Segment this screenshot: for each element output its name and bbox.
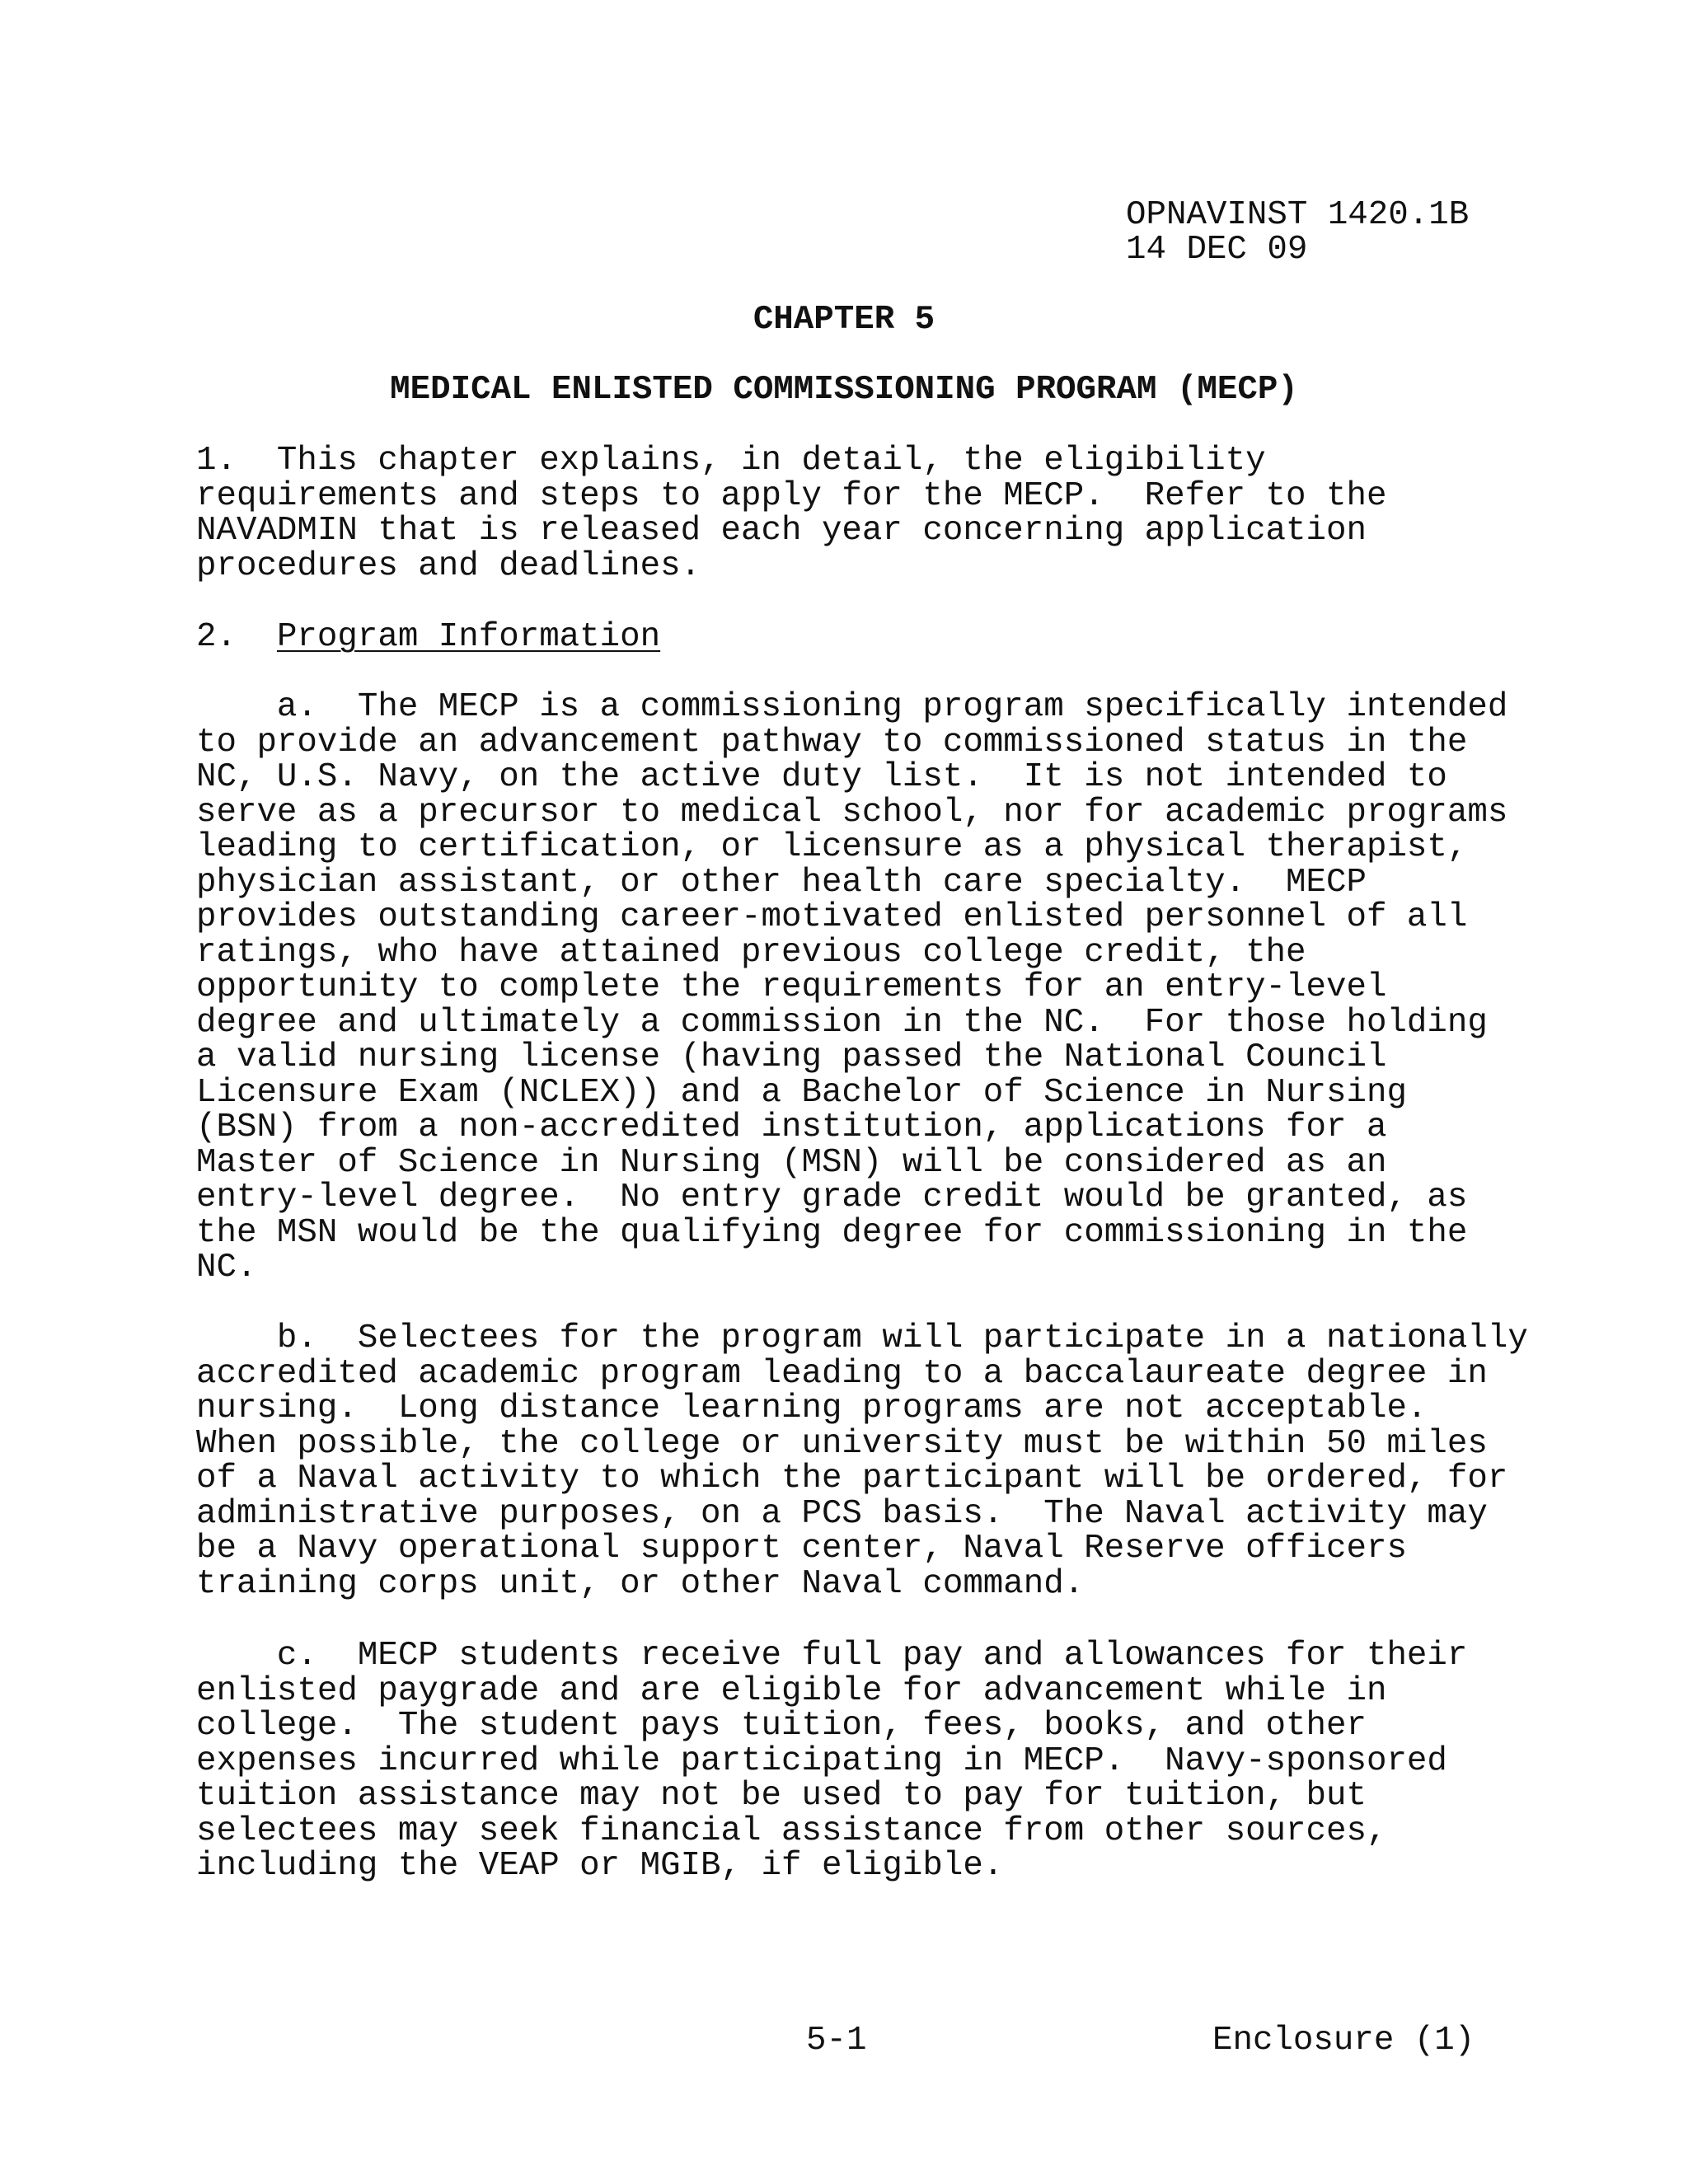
paragraph-1: 1. This chapter explains, in detail, the eligibility requirements and steps to apply for the MECP. Refer to the NAVADMIN that is released each year concerning application procedures and deadlines. (196, 442, 1387, 585)
paragraph-2-number: 2. (196, 618, 277, 656)
paragraph-2c: c. MECP students receive full pay and allowances for their enlisted paygrade and are eligible for advancement while in college. The student pays tuition, fees, books, and other expenses incurred while participating in MECP. Navy-sponsored tuition assistance may not be used to pay for tuition, but selectees may seek financial assistance from other sources, including the VEAP or MGIB, if eligible. (196, 1637, 1468, 1885)
paragraph-2a: a. The MECP is a commissioning program specifically intended to provide an advancement pathway to commissioned status in the NC, U.S. Navy, on the active duty list. It is not intended to serve as a precursor to medical school, nor for academic programs leading to certification, or licensure as a physical therapist, physician assistant, or other health care specialty. MECP provides outstanding career-motivated enlisted personnel of all ratings, who have attained previous college credit, the opportunity to complete the requirements for an entry-level degree and ultimately a commission in the NC. For those holding a valid nursing license (having passed the National Council Licensure Exam (NCLEX)) and a Bachelor of Science in Nursing (BSN) from a non-accredited institution, applications for a Master of Science in Nursing (MSN) will be considered as an entry-level degree. No entry grade credit would be granted, as the MSN would be the qualifying degree for commissioning in the NC. (196, 688, 1508, 1286)
program-information-heading: Program Information (276, 618, 661, 656)
chapter-title: MEDICAL ENLISTED COMMISSIONING PROGRAM (MECP) (390, 371, 1298, 409)
doc-date: 14 DEC 09 (1126, 231, 1308, 269)
paragraph-2b: b. Selectees for the program will participate in a nationally accredited academic program leading to a baccalaureate degree in nursing. Long distance learning programs are not acceptable. When possible, the college or university must be within 50 miles of a Naval activity to which the participant will be ordered, for administrative purposes, on a PCS basis. The Naval activity may be a Navy operational support center, Naval Reserve officers training corps unit, or other Naval command. (196, 1319, 1528, 1603)
paragraph-2-heading (196, 620, 660, 655)
doc-number: OPNAVINST 1420.1B (1126, 196, 1470, 234)
page-number: 5-1 (806, 2022, 867, 2060)
chapter-label: CHAPTER 5 (753, 301, 935, 339)
enclosure-label: Enclosure (1) (1212, 2022, 1475, 2060)
